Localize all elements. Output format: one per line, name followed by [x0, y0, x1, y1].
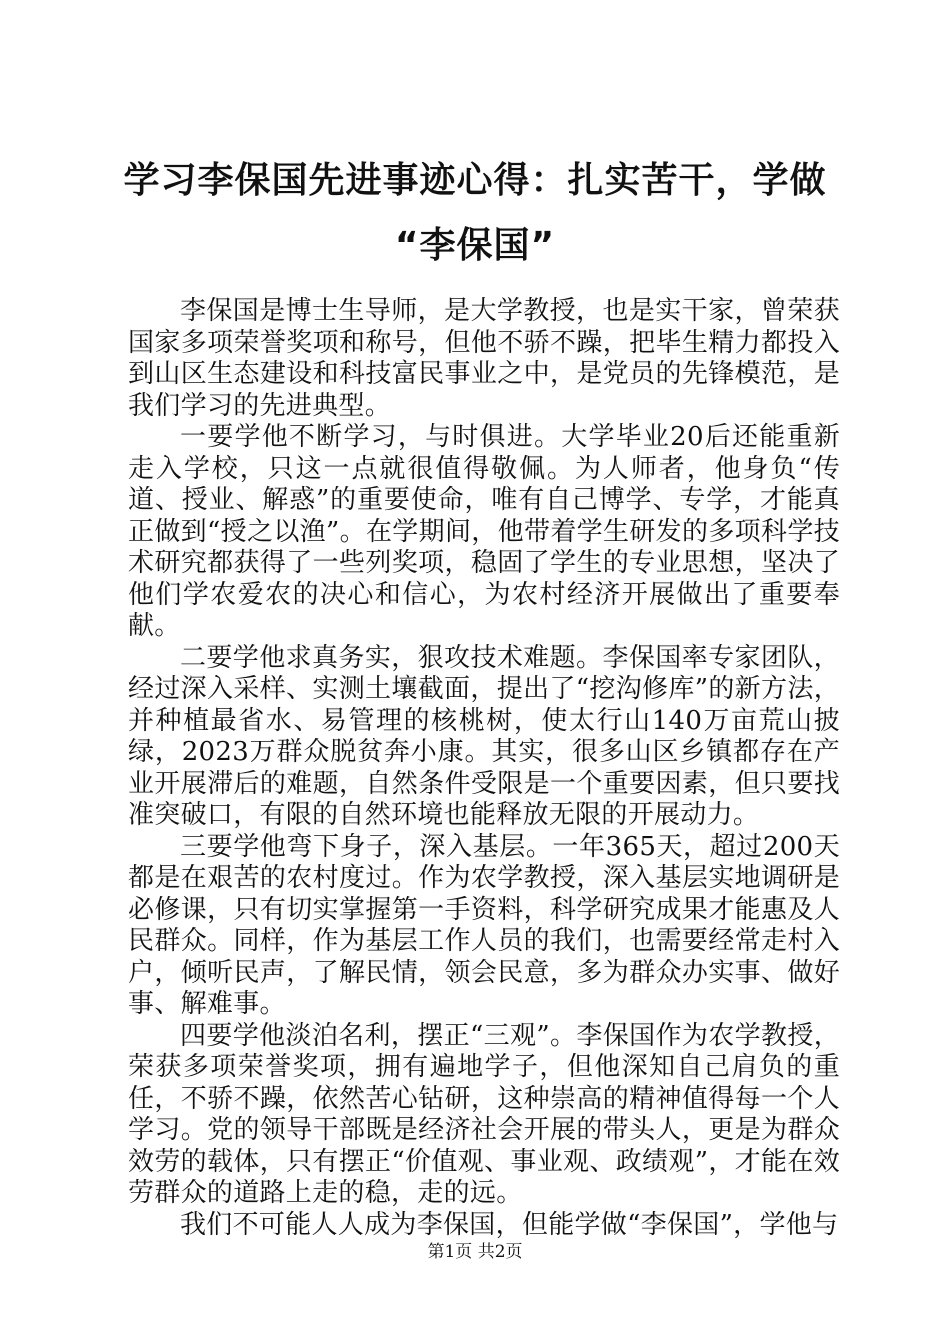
- document-title-line-2: “李保国”: [394, 225, 556, 266]
- document-body: [128, 296, 840, 1241]
- paragraph: 三要学他弯下身子，深入基层。一年365天，超过200天都是在艰苦的农村度过。作为农学教授，深入基层实地调研是必修课，只有切实掌握第一手资料，科学研究成果才能惠及人民群众。同样，作为基层工作人员的我们，也需要经常走村入户，倾听民声，了解民情，领会民意，多为群众办实事、做好事、解难事。: [128, 831, 840, 1019]
- paragraph: 一要学他不断学习，与时俱进。大学毕业20后还能重新走入学校，只这一点就很值得敬佩。为人师者，他身负“传道、授业、解惑”的重要使命，唯有自己博学、专学，才能真正做到“授之以渔”。在学期间，他带着学生研发的多项科学技术研究都获得了一些列奖项，稳固了学生的专业思想，坚决了他们学农爱农的决心和信心，为农村经济开展做出了重要奉献。: [128, 422, 840, 641]
- paragraph: 李保国是博士生导师，是大学教授，也是实干家，曾荣获国家多项荣誉奖项和称号，但他不骄不躁，把毕生精力都投入到山区生态建设和科技富民事业之中，是党员的先锋模范，是我们学习的先进典型。: [128, 296, 840, 421]
- page-footer: 第1页 共2页: [427, 1242, 523, 1262]
- paragraph: 我们不可能人人成为李保国，但能学做“李保国”，学他与: [180, 1209, 839, 1240]
- document-title-line-1: 学习李保国先进事迹心得：扎实苦干，学做: [123, 160, 827, 201]
- paragraph: 二要学他求真务实，狠攻技术难题。李保国率专家团队，经过深入采样、实测土壤截面，提出了“挖沟修库”的新方法，并种植最省水、易管理的核桃树，使太行山140万亩荒山披绿，2023万群众脱贫奔小康。其实，很多山区乡镇都存在产业开展滞后的难题，自然条件受限是一个重要因素，但只要找准突破口，有限的自然环境也能释放无限的开展动力。: [128, 642, 841, 830]
- paragraph: 四要学他淡泊名利，摆正“三观”。李保国作为农学教授，荣获多项荣誉奖项，拥有遍地学子，但他深知自己肩负的重任，不骄不躁，依然苦心钻研，这种崇高的精神值得每一个人学习。党的领导干部既是经济社会开展的带头人，更是为群众效劳的载体，只有摆正“价值观、事业观、政绩观”，才能在效劳群众的道路上走的稳，走的远。: [128, 1020, 841, 1208]
